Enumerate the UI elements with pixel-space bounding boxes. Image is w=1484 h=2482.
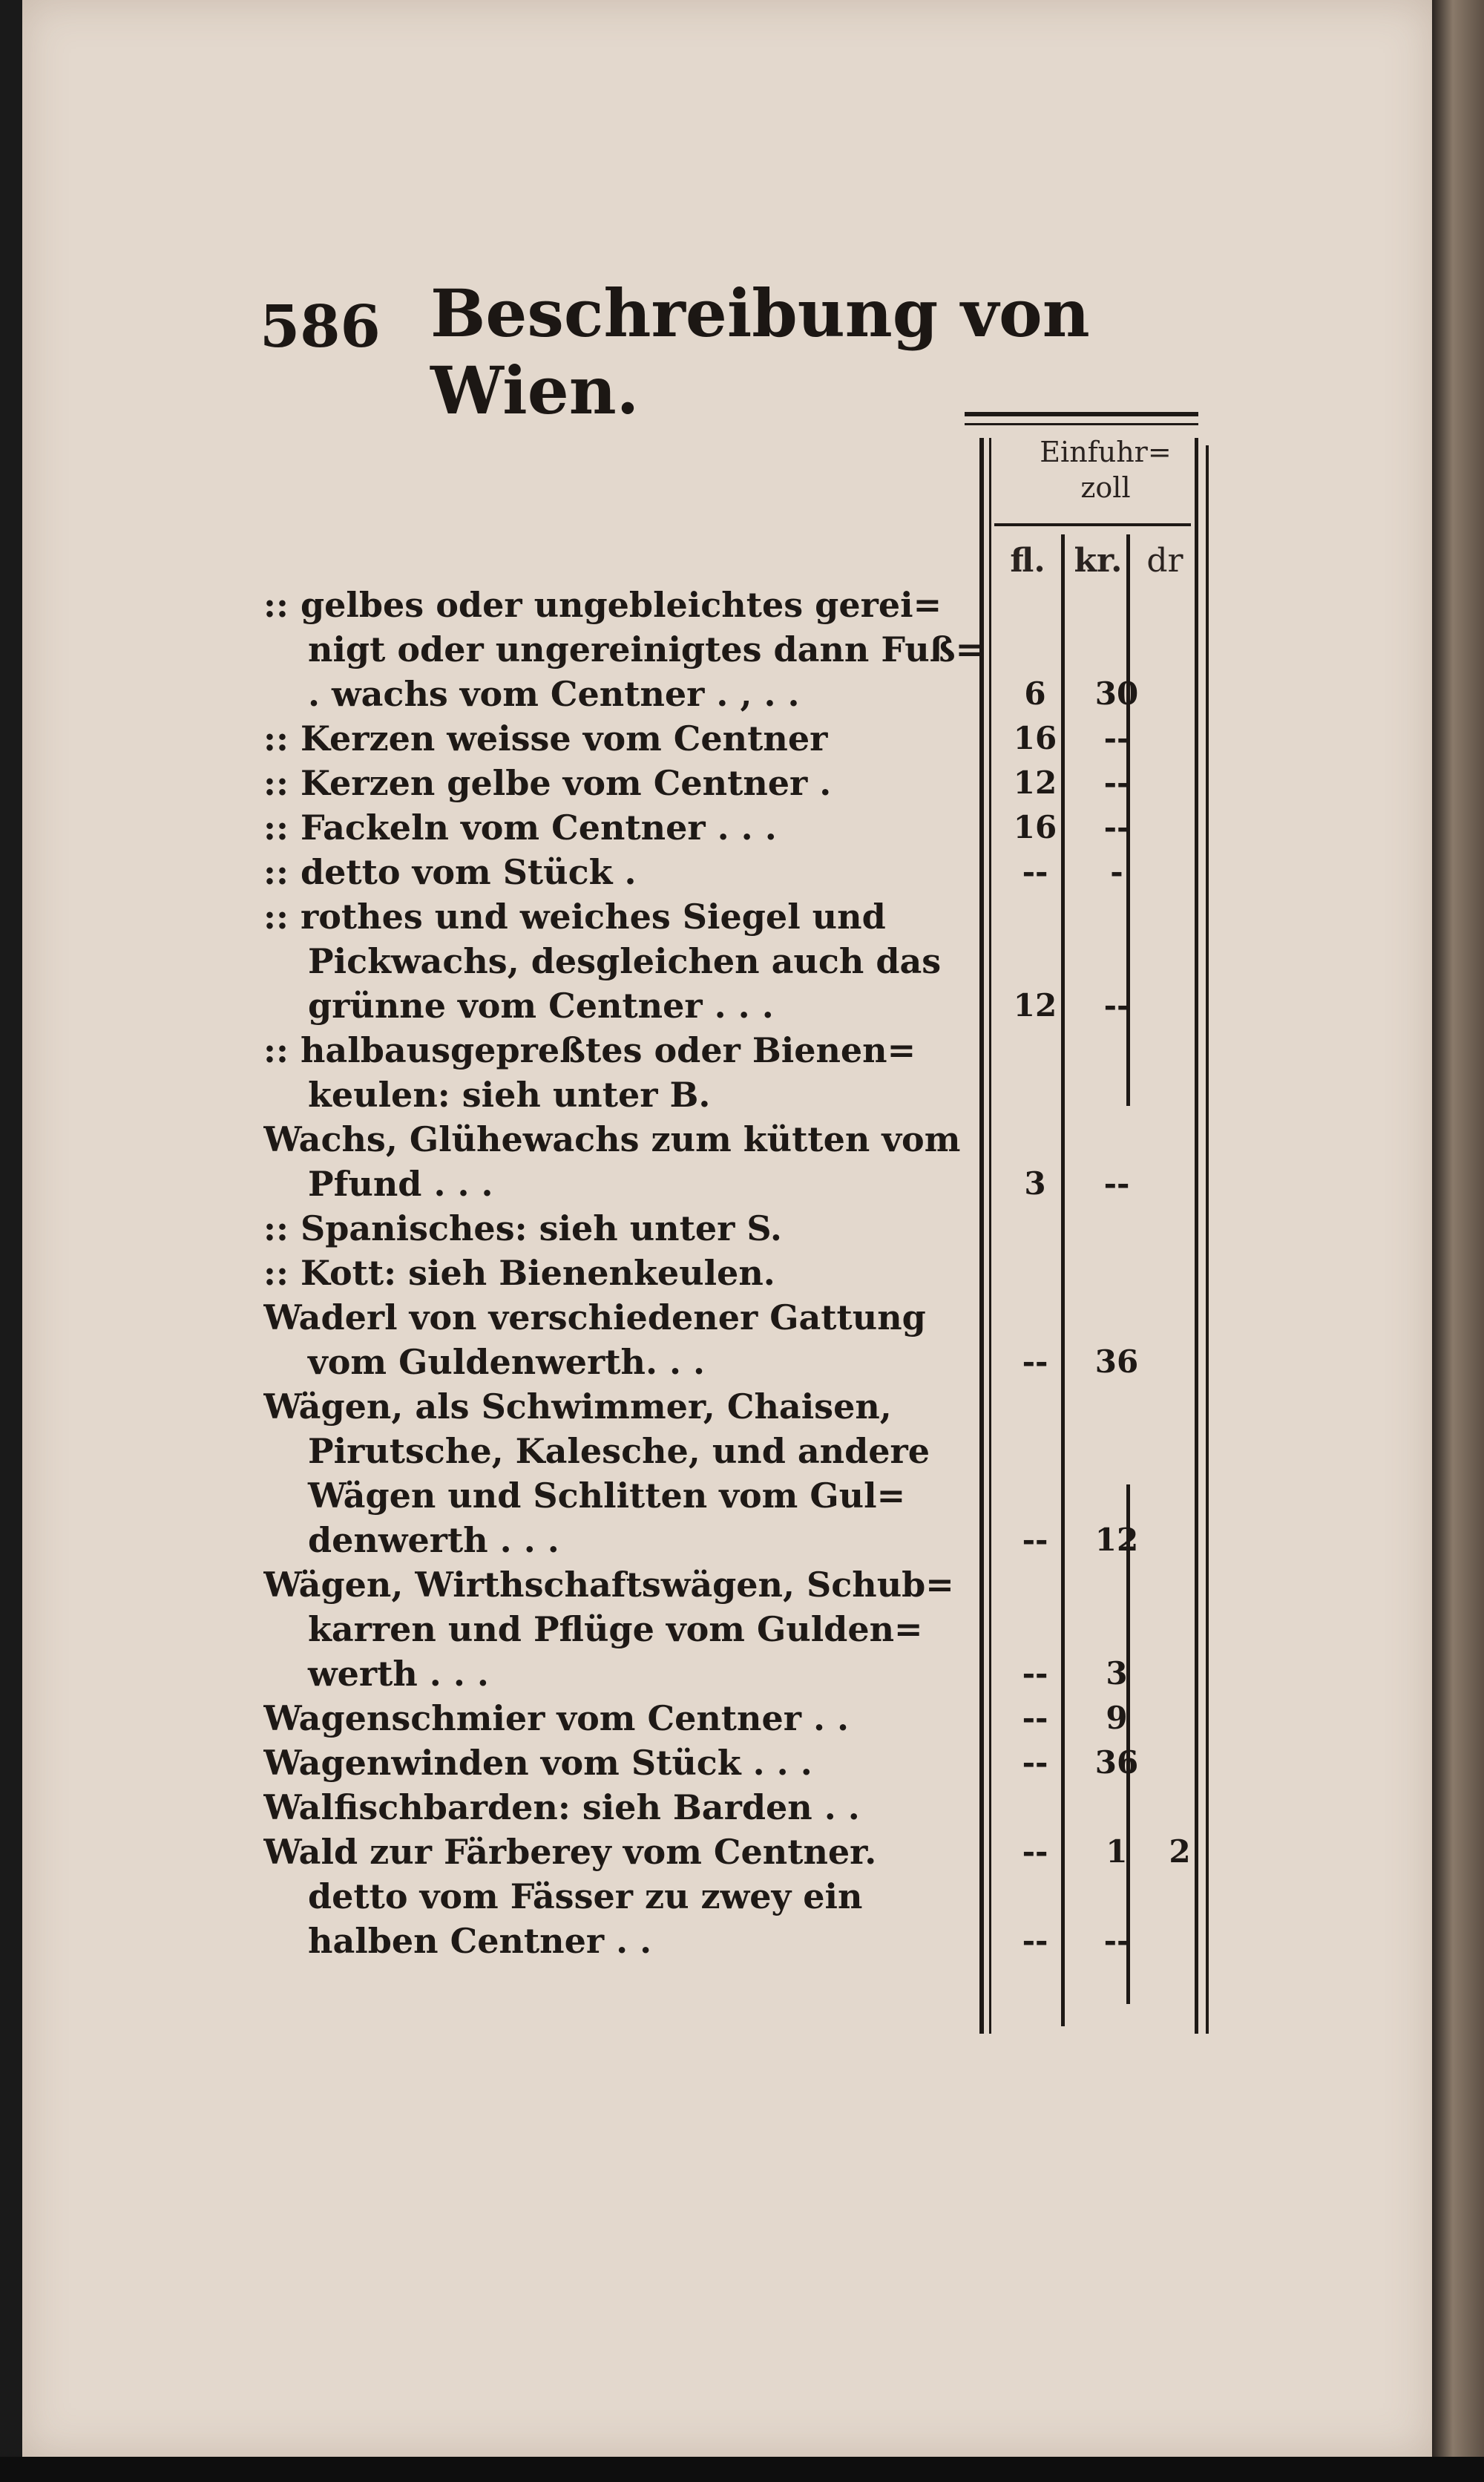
duty-fl-value: -- [1022,1522,1048,1558]
entry-line: Walfischbarden: sieh Barden . . [263,1787,860,1827]
duty-fl-value: -- [1022,1700,1048,1736]
entry-line: keulen: sieh unter B. [308,1075,711,1115]
column-header-kr: kr. [1074,542,1123,580]
entry-line: Wagenwinden vom Stück . . . [263,1743,812,1783]
duty-kr-value: -- [1103,1922,1130,1959]
entry-line: Pirutsche, Kalesche, und andere [308,1431,930,1471]
duty-fl-value: 6 [1024,675,1046,712]
column-header-dr: dr [1146,542,1183,580]
entry-line: :: detto vom Stück . [263,852,637,892]
entry-line: :: Spanisches: sieh unter S. [263,1208,782,1248]
duty-kr-value: -- [1103,987,1130,1024]
duty-kr-value: 36 [1094,1343,1139,1380]
entry-line: grünne vom Centner . . . [308,986,774,1026]
duty-kr-value: 9 [1106,1700,1128,1736]
entry-line: Pickwachs, desgleichen auch das [308,941,942,981]
duty-kr-value: - [1110,854,1123,890]
entry-line: Wagenschmier vom Centner . . [263,1698,850,1738]
page-number: 586 [260,293,381,361]
group-header-line-1: Einfuhr= [1040,436,1172,468]
entry-line: :: halbausgepreßtes oder Bienen= [263,1030,916,1070]
page-header [260,275,1150,429]
duty-kr-value: 36 [1094,1744,1139,1781]
table-top-rule [965,412,1198,416]
entry-line: werth . . . [308,1654,489,1694]
duty-fl-value: -- [1022,1922,1048,1959]
entry-line: Waderl von verschiedener Gattung [263,1297,926,1337]
table-top-rule-2 [965,423,1198,425]
duty-kr-value: -- [1103,1165,1130,1202]
duty-kr-value: 30 [1094,675,1139,712]
entry-line: nigt oder ungereinigtes dann Fuß= [308,629,985,669]
duty-fl-value: 12 [1013,764,1057,801]
entry-line: karren und Pflüge vom Gulden= [308,1609,923,1649]
entry-line: Wägen, Wirthschaftswägen, Schub= [263,1565,954,1605]
column-header-fl: fl. [1010,542,1045,580]
table-right-rule [1195,438,1198,2034]
entry-line: Wachs, Glühewachs zum kütten vom [263,1119,961,1159]
entry-line: denwerth . . . [308,1520,559,1560]
entry-line: Pfund . . . [308,1164,493,1204]
entry-line: :: Kott: sieh Bienenkeulen. [263,1253,775,1293]
group-header-rule [994,523,1191,526]
entry-line: :: gelbes oder ungebleichtes gerei= [263,585,942,625]
entry-line: Wägen und Schlitten vom Gul= [308,1476,906,1516]
duty-kr-value: 1 [1106,1833,1128,1870]
duty-fl-value: -- [1022,1744,1048,1781]
entry-line: vom Guldenwerth. . . [308,1342,706,1382]
duty-dr-value: 2 [1169,1833,1191,1870]
running-head: Beschreibung von Wien. [430,275,1090,429]
entry-line: :: Kerzen gelbe vom Centner . [263,763,832,803]
scan-border [0,2457,1484,2482]
duty-kr-value: 12 [1094,1522,1139,1558]
duty-kr-value: -- [1103,764,1130,801]
duty-fl-value: -- [1022,1343,1048,1380]
entry-line: . wachs vom Centner . , . . [308,674,800,714]
group-header-line-2: zoll [1080,471,1131,504]
duty-kr-value: -- [1103,720,1130,756]
duty-fl-value: -- [1022,854,1048,890]
entry-line: Wägen, als Schwimmer, Chaisen, [263,1386,892,1427]
duty-kr-value: 3 [1106,1655,1128,1692]
entry-line: halben Centner . . [308,1921,652,1961]
entry-line: :: rothes und weiches Siegel und [263,897,886,937]
duty-fl-value: 12 [1013,987,1057,1024]
duty-fl-value: -- [1022,1833,1048,1870]
page-edge [1432,0,1484,2457]
group-header [1028,434,1183,505]
duty-fl-value: 16 [1013,720,1057,756]
entry-line: detto vom Fässer zu zwey ein [308,1876,863,1916]
entry-line: Wald zur Färberey vom Centner. [263,1832,877,1872]
duty-fl-value: 3 [1024,1165,1046,1202]
entry-line: :: Fackeln vom Centner . . . [263,808,777,848]
duty-kr-value: -- [1103,809,1130,845]
entry-line: :: Kerzen weisse vom Centner [263,718,828,759]
duty-fl-value: 16 [1013,809,1057,845]
table-right-rule-2 [1206,445,1209,2034]
duty-fl-value: -- [1022,1655,1048,1692]
